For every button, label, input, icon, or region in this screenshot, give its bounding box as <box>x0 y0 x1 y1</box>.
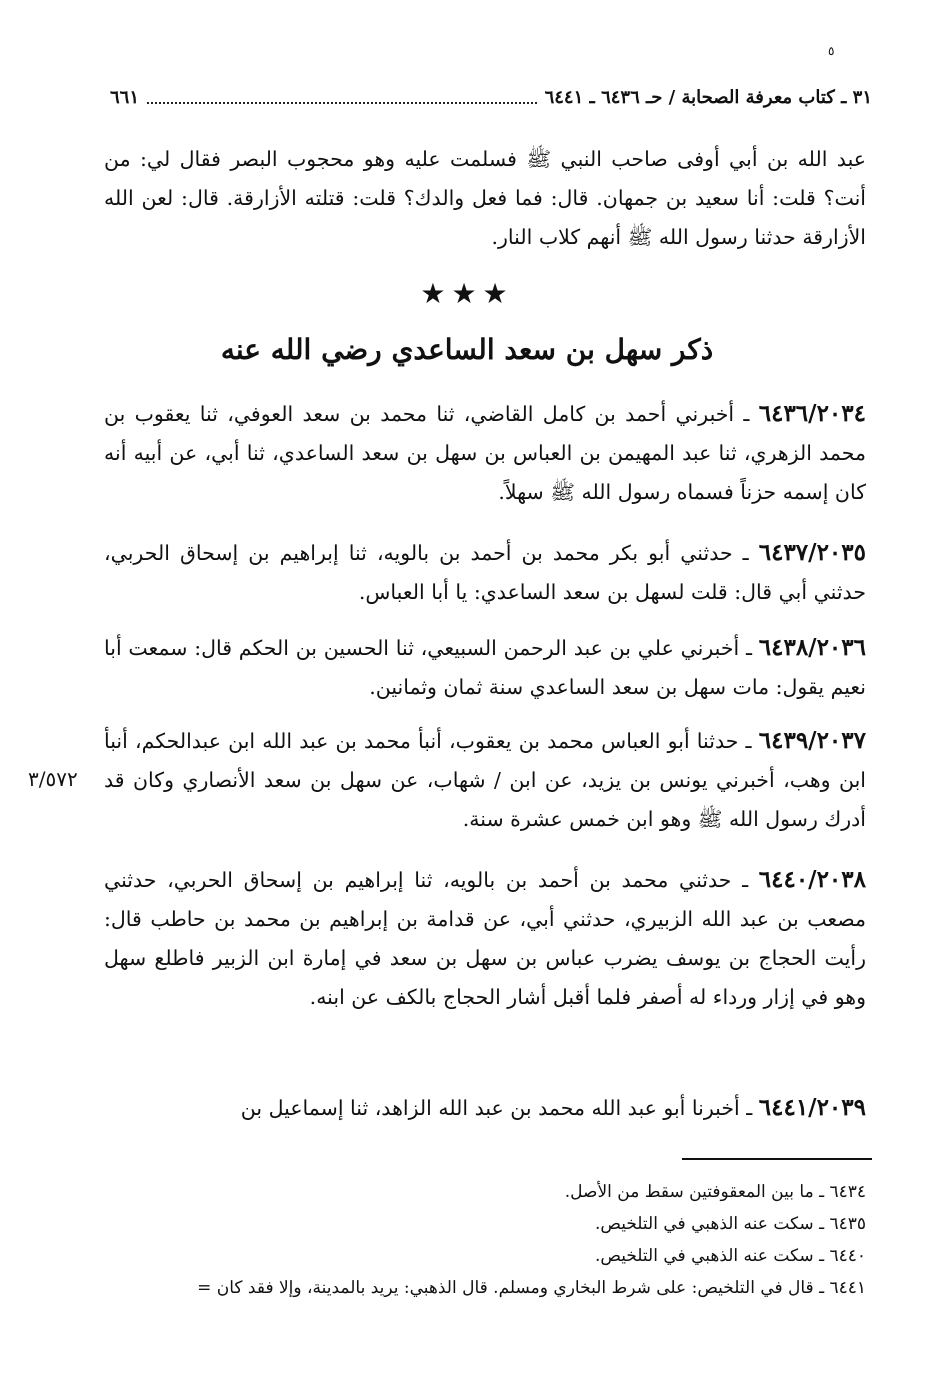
footnote: ٦٤٤١ ـ قال في التلخيص: على شرط البخاري ومسلم. قال الذهبي: يريد بالمدينة، وإلا فقد كان = <box>197 1278 866 1298</box>
footnote-divider <box>682 1158 872 1160</box>
hadith-paragraph <box>104 1088 866 1128</box>
footnote: ٦٤٤٠ ـ سكت عنه الذهبي في التلخيص. <box>594 1246 866 1266</box>
hadith-text: ـ أخبرني أحمد بن كامل القاضي، ثنا محمد بن سعد العوفي، ثنا يعقوب بن محمد الزهري، ثنا عبد المهيمن بن العباس بن سهل بن سعد الساعدي، ثنا أبي، عن أبيه أنه كان إسمه حزناً فسماه رسول الله ﷺ سهلاً. <box>104 402 866 504</box>
hadith-text: ـ حدثنا أبو العباس محمد بن يعقوب، أنبأ محمد بن عبد الله ابن عبدالحكم، أنبأ ابن وهب، أخبرني يونس بن يزيد، عن ابن / شهاب، عن سهل بن سعد الأنصاري وكان قد أدرك رسول الله ﷺ وهو ابن خمس عشرة سنة. <box>104 729 866 831</box>
hadith-text: ـ أخبرني علي بن عبد الرحمن السبيعي، ثنا الحسين بن الحكم قال: سمعت أبا نعيم يقول: مات سهل بن سعد الساعدي سنة ثمان وثمانين. <box>104 636 866 699</box>
running-title: ٣١ ـ كتاب معرفة الصحابة / حـ ٦٤٣٦ ـ ٦٤٤١ <box>544 86 872 108</box>
running-header <box>110 82 872 112</box>
hadith-number: ٦٤٣٩/٢٠٣٧ <box>758 727 866 754</box>
hadith-number: ٦٤٤١/٢٠٣٩ <box>758 1094 866 1121</box>
hadith-text: ـ أخبرنا أبو عبد الله محمد بن عبد الله الزاهد، ثنا إسماعيل بن <box>240 1096 753 1120</box>
hadith-number: ٦٤٣٧/٢٠٣٥ <box>758 539 866 566</box>
hadith-number: ٦٤٣٦/٢٠٣٤ <box>758 400 866 427</box>
hadith-paragraph <box>104 860 866 1017</box>
hadith-paragraph <box>104 721 866 839</box>
hadith-paragraph <box>104 394 866 512</box>
section-separator: ★★★ <box>420 277 514 310</box>
footnote: ٦٤٣٥ ـ سكت عنه الذهبي في التلخيص. <box>594 1214 866 1234</box>
hadith-paragraph <box>104 628 866 707</box>
dotted-leader <box>147 90 537 104</box>
footnotes <box>80 1176 866 1304</box>
hadith-paragraph <box>104 533 866 612</box>
intro-paragraph: عبد الله بن أبي أوفى صاحب النبي ﷺ فسلمت عليه وهو محجوب البصر فقال لي: من أنت؟ قلت: أنا سعيد بن جمهان. قال: فما فعل والدك؟ قلت: قتلته الأزارقة. قال: لعن الله الأزارقة حدثنا رسول الله ﷺ أنهم كلاب النار. <box>104 147 866 249</box>
margin-volume-reference: ٣/٥٧٢ <box>28 767 78 791</box>
section-heading: ذكر سهل بن سعد الساعدي رضي الله عنه <box>220 333 714 366</box>
hadith-number: ٦٤٣٨/٢٠٣٦ <box>758 634 866 661</box>
hadith-text: ـ حدثني محمد بن أحمد بن بالويه، ثنا إبراهيم بن إسحاق الحربي، حدثني مصعب بن عبد الله الزبيري، حدثني أبي، عن قدامة بن إبراهيم بن محمد بن حاطب قال: رأيت الحجاج بن يوسف يضرب عباس بن سهل بن سعد في إمارة ابن الزبير فاطلع سهل وهو في إزار ورداء له أصفر فلما أقبل أشار الحجاج بالكف عن ابنه. <box>104 868 866 1009</box>
hadith-text: ـ حدثني أبو بكر محمد بن أحمد بن بالويه، ثنا إبراهيم بن إسحاق الحربي، حدثني أبي قال: قلت لسهل بن سعد الساعدي: يا أبا العباس. <box>104 541 866 604</box>
page-number: ٦٦١ <box>110 86 140 108</box>
top-mark: ٥ <box>828 44 835 58</box>
footnote: ٦٤٣٤ ـ ما بين المعقوفتين سقط من الأصل. <box>564 1182 866 1202</box>
hadith-number: ٦٤٤٠/٢٠٣٨ <box>758 866 866 893</box>
